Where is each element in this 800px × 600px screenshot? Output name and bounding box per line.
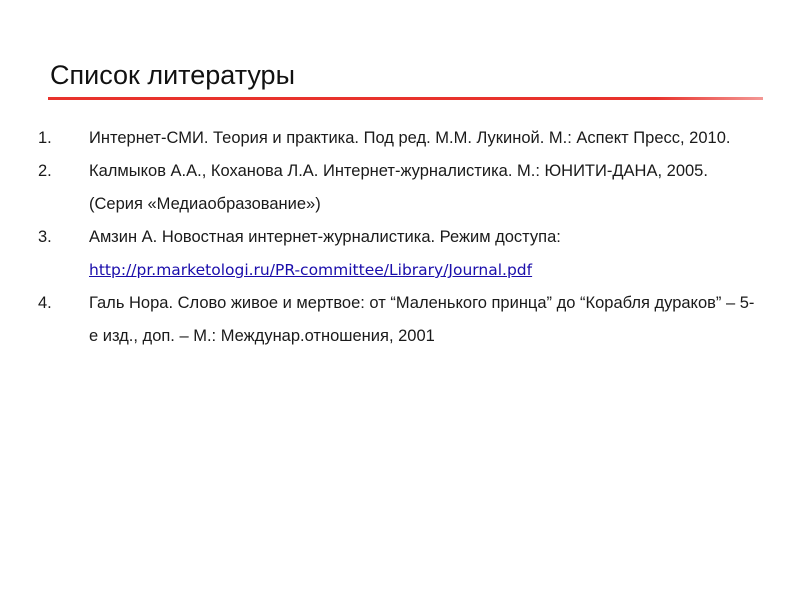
- reference-item-2: [38, 155, 758, 221]
- reference-text: Амзин А. Новостная интернет-журналистика. Режим доступа:: [89, 228, 561, 246]
- title-underline: [48, 97, 763, 100]
- reference-text: Галь Нора. Слово живое и мертвое: от “Маленького принца” до “Корабля дураков” – 5-е изд., доп. – М.: Междунар.отношения, 2001: [89, 294, 755, 345]
- slide-title: Список литературы: [50, 60, 295, 90]
- reference-number: 4.: [38, 294, 52, 312]
- reference-item-1: [38, 122, 758, 155]
- reference-list: [38, 122, 758, 353]
- reference-link[interactable]: http://pr.marketologi.ru/PR-committee/Library/Journal.pdf: [89, 261, 533, 279]
- reference-number: 3.: [38, 228, 52, 246]
- reference-item-3: [38, 221, 758, 287]
- reference-number: 2.: [38, 162, 52, 180]
- reference-number: 1.: [38, 129, 52, 147]
- reference-text: Интернет-СМИ. Теория и практика. Под ред. М.М. Лукиной. М.: Аспект Пресс, 2010.: [89, 129, 731, 147]
- reference-item-4: [38, 287, 758, 353]
- reference-text: Калмыков А.А., Коханова Л.А. Интернет-журналистика. М.: ЮНИТИ-ДАНА, 2005. (Серия «Медиаобразование»): [89, 162, 708, 213]
